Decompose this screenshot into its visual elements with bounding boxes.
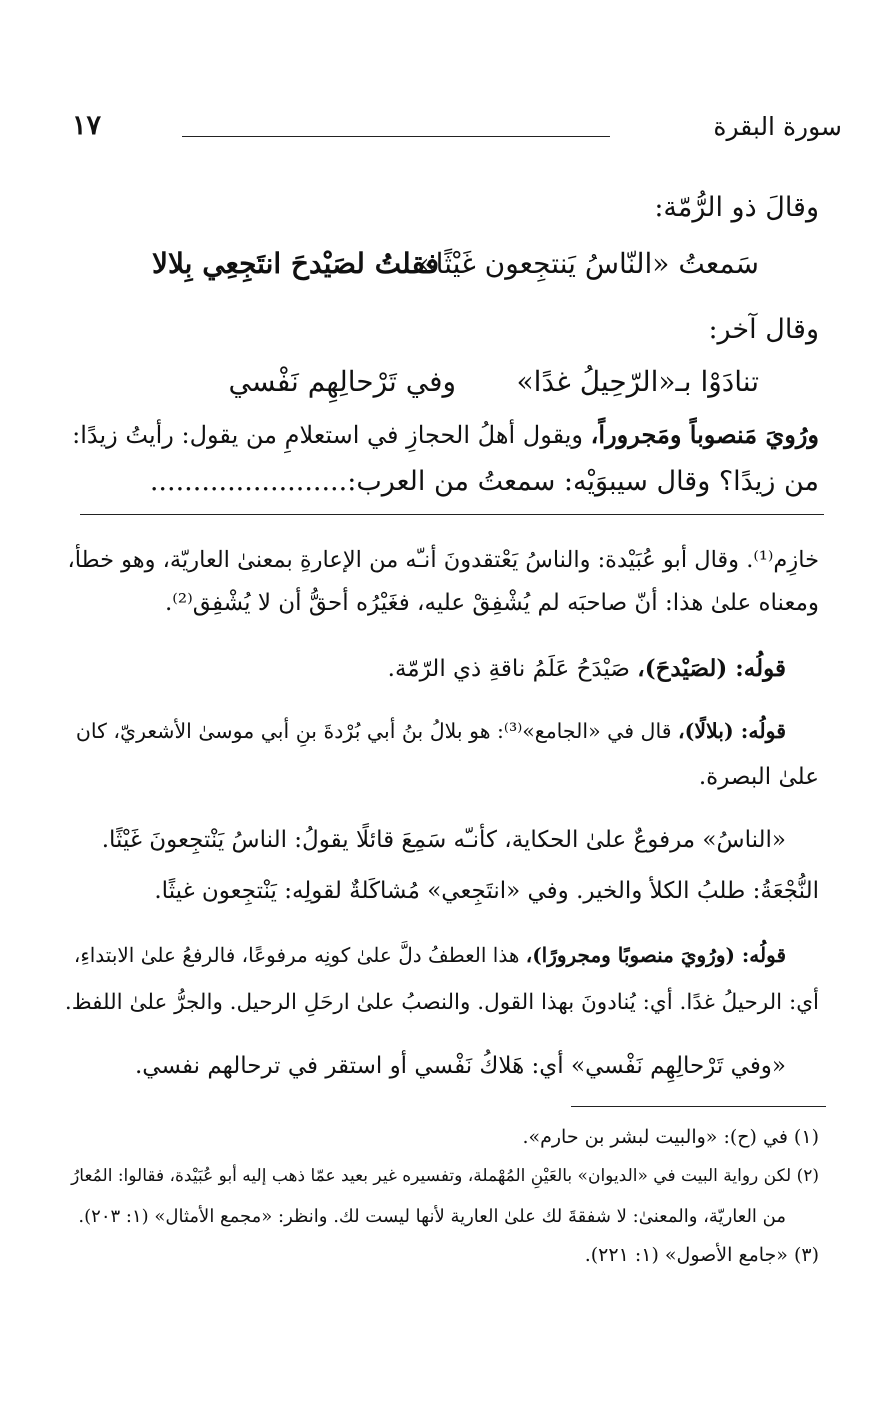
prose-line-1 xyxy=(72,420,819,449)
commentary-p3-line2: علىٰ البصرة. xyxy=(698,764,819,790)
page-number: ١٧ xyxy=(72,110,102,141)
footnote-2-line2: من العاريّة، والمعنىٰ: لا شفقةَ لك علىٰ العارية لأنها ليست لك. وانظر: «مجمع الأمثال» (١: ٢٠٣). xyxy=(78,1206,786,1227)
commentary-p6-line2: أي: الرحيلُ غدًا. أي: يُنادونَ بهذا القول. والنصبُ علىٰ ارحَلِ الرحيل. والجرُّ علىٰ اللفظ. xyxy=(64,990,819,1015)
prose-1-rest: ويقول أهلُ الحجازِ في استعلامِ من يقول: رأيتُ زيدًا: xyxy=(72,421,591,449)
prose-1-bold: ورُويَ مَنصوباً ومَجروراً، xyxy=(590,420,819,449)
footnote-1: (١) في (ح): «والبيت لبشر بن حارم». xyxy=(522,1126,819,1148)
verse-2-first-hemistich: تنادَوْا بـ«الرّحِيلُ غدًا» xyxy=(516,365,759,398)
commentary-p6-line1 xyxy=(74,943,786,967)
commentary-p7: «وفي تَرْحالِهِم نَفْسي» أي: هَلاكُ نَفْسي أو استقر في ترحالهم نفسي. xyxy=(134,1053,786,1079)
verse-1-second-hemistich: فقلتُ لصَيْدحَ انتَجِعِي بِلالا xyxy=(152,247,439,280)
p2-rest: صَيْدَحُ عَلَمُ ناقةِ ذي الرّمّة. xyxy=(387,656,638,682)
footnote-rule xyxy=(571,1106,826,1107)
commentary-p1-line1: خازِم⁽¹⁾. وقال أبو عُبَيْدة: والناسُ يَعْتقدونَ أنـّه من الإعارةِ بمعنىٰ العاريّة، وهو خطأ، xyxy=(67,547,819,573)
section-divider xyxy=(80,514,824,515)
p6-rest: هذا العطفُ دلَّ علىٰ كونِه مرفوعًا، فالرفعُ علىٰ الابتداءِ، xyxy=(73,943,526,967)
footnote-2-line1: (٢) لكن رواية البيت في «الديوان» بالعَيْنِ المُهْملة، وتفسيره غير بعيد عمّا ذهب إليه أبو عُبَيْدة، فقالوا: المُعارُ xyxy=(71,1166,819,1186)
header-rule xyxy=(182,136,610,137)
commentary-p4: «الناسُ» مرفوعٌ علىٰ الحكاية، كأنـّه سَمِعَ قائلًا يقولُ: الناسُ يَنْتجِعونَ غَيْثًا. xyxy=(101,827,786,853)
intro-line-1: وقالَ ذو الرُّمّة: xyxy=(654,192,819,223)
prose-line-2: من زيدًا؟ وقال سيبوَيْه: سمعتُ من العرب:....................... xyxy=(149,466,819,497)
commentary-p3-line1 xyxy=(76,719,786,743)
p3-rest: قال في «الجامع»⁽³⁾: هو بلالُ بنُ أبي بُرْدةَ بنِ أبي موسىٰ الأشعريّ، كان xyxy=(75,719,679,743)
commentary-p2 xyxy=(388,655,786,682)
p3-label: قولُه: (بلالًا)، xyxy=(678,719,786,743)
footnote-3: (٣) «جامع الأصول» (١: ٢٢١). xyxy=(584,1244,819,1266)
verse-2-second-hemistich: وفي تَرْحالِهِم نَفْسي xyxy=(228,365,456,398)
intro-line-2: وقال آخر: xyxy=(708,314,819,345)
verse-1-first-hemistich: سَمعتُ «النّاسُ يَنتجِعون غَيْثًا» xyxy=(418,247,759,280)
commentary-p1-line2: ومعناه علىٰ هذا: أنّ صاحبَه لم يُشْفِقْ عليه، فغَيْرُه أحقُّ أن لا يُشْفِق⁽²⁾. xyxy=(164,590,819,616)
p6-label: قولُه: (ورُويَ منصوبًا ومجرورًا)، xyxy=(525,943,786,967)
commentary-p5: النُّجْعَةُ: طلبُ الكلأ والخير. وفي «انتَجِعي» مُشاكَلةٌ لقولِه: يَنْتجِعون غيثًا. xyxy=(154,878,819,904)
p2-label: قولُه: (لصَيْدحَ)، xyxy=(637,655,786,682)
running-header xyxy=(72,112,842,152)
surah-title: سورة البقرة xyxy=(713,112,842,141)
